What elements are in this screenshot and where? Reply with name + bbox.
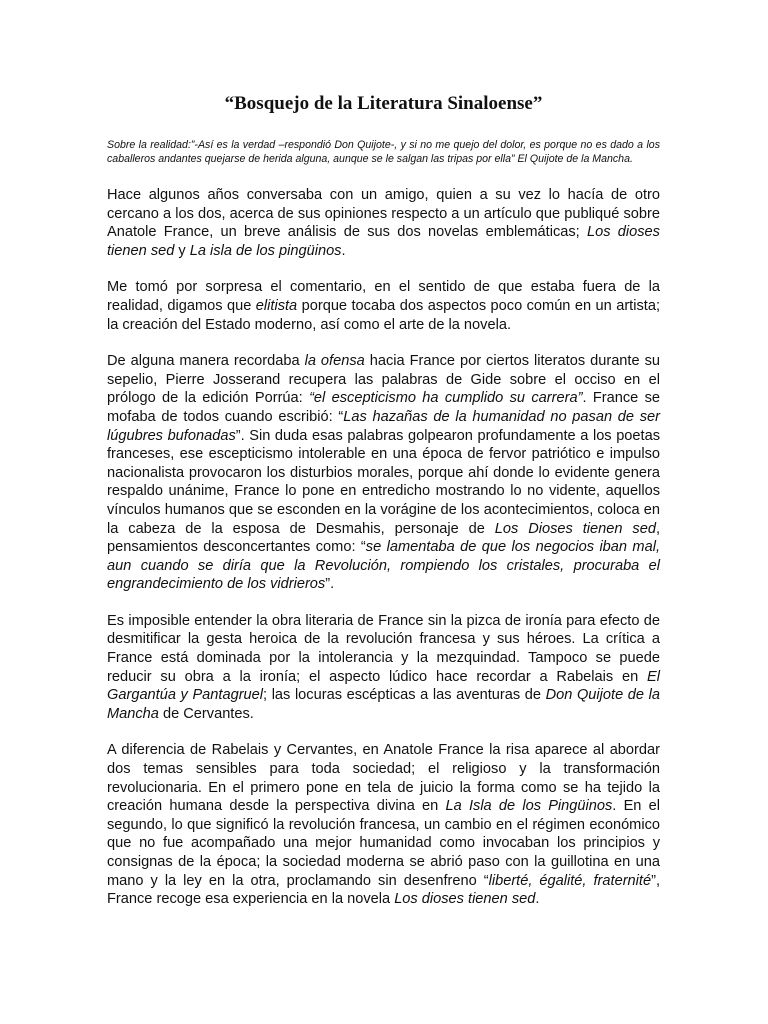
italic-text-run: liberté, égalité, fraternité bbox=[488, 872, 652, 889]
paragraph-4 bbox=[107, 612, 660, 724]
italic-text-run: “el escepticismo ha cumplido su carrera” bbox=[309, 390, 583, 407]
text-run: Es imposible entender la obra literaria de France sin la pizca de ironía para efecto de desmitificar la gesta heroica de la revolución francesa y sus héroes. La crítica a France está dominada por la intolerancia y la mezquindad. Tampoco se puede reducir su obra a la ironía; el aspecto lúdico hace recordar a Rabelais en bbox=[107, 612, 660, 685]
text-run: ”, France recoge esa experiencia en la novela bbox=[107, 872, 660, 908]
paragraph-3 bbox=[107, 352, 660, 594]
paragraph-1 bbox=[107, 186, 660, 260]
document-title: “Bosquejo de la Literatura Sinaloense” bbox=[224, 93, 543, 114]
text-run: Hace algunos años conversaba con un amigo, quien a su vez lo hacía de otro cercano a los dos, acerca de sus opiniones respecto a un artículo que publiqué sobre Anatole France, un breve análisis de sus dos novelas emblemáticas; bbox=[107, 187, 660, 241]
text-run: . bbox=[535, 891, 540, 908]
italic-text-run: Los dioses tienen sed bbox=[394, 891, 536, 908]
text-run: ”. bbox=[325, 576, 335, 593]
text-run: hacia France por ciertos literatos durante su sepelio, Pierre Josserand recupera las palabras de Gide sobre el occiso en el prólogo de la edición Porrúa: bbox=[107, 353, 660, 407]
italic-text-run: El Gargantúa y Pantagruel bbox=[107, 668, 660, 704]
epigraph-quote: Sobre la realidad:”-Así es la verdad –respondió Don Quijote-, y si no me quejo del dolor, es porque no es dado a los caballeros andantes quejarse de herida alguna, aunque se le salgan las tripas por ella” El Quijote de la Mancha. bbox=[107, 139, 660, 165]
text-run: ; las locuras escépticas a las aventuras de bbox=[263, 687, 546, 704]
italic-text-run: Las hazañas de la humanidad no pasan de ser lúgubres bufonadas bbox=[107, 408, 660, 444]
text-run: Me tomó por sorpresa el comentario, en el sentido de que estaba fuera de la realidad, digamos que bbox=[107, 279, 660, 314]
text-run: De alguna manera recordaba bbox=[107, 353, 305, 370]
body-text bbox=[107, 186, 660, 909]
text-run: y bbox=[174, 242, 190, 259]
paragraph-5 bbox=[107, 741, 660, 908]
text-run: , pensamientos desconcertantes como: “ bbox=[107, 520, 661, 556]
text-run: . bbox=[341, 242, 346, 259]
paragraph-2 bbox=[107, 278, 660, 334]
italic-text-run: elitista bbox=[255, 297, 298, 314]
text-run: . En el segundo, lo que significó la revolución francesa, un cambio en el régimen económico que no fue acompañado una mejor humanidad como invocaban los principios y consignas de la época; la sociedad moderna se abrió paso con la guillotina en una mano y la ley en la otra, proclamando sin desenfreno “ bbox=[107, 798, 660, 889]
text-run: porque tocaba dos aspectos poco común en un artista; la creación del Estado moderno, así como el arte de la novela. bbox=[107, 297, 660, 333]
italic-text-run: La isla de los pingüinos bbox=[189, 242, 342, 259]
text-run: de Cervantes. bbox=[158, 705, 254, 722]
italic-text-run: La Isla de los Pingüinos bbox=[445, 798, 613, 815]
italic-text-run: Los Dioses tienen sed bbox=[494, 520, 656, 537]
text-run: ”. Sin duda esas palabras golpearon profundamente a los poetas franceses, ese escepticismo intolerable en una época de fervor patriótico e impulso nacionalista provocaron los disturbios morales, porque ahí donde lo evidente genera respaldo unánime, France lo pone en entredicho mostrando lo no vidente, aquellos vínculos humanos que se esconden en la vorágine de los acontecimientos, coloca en la cabeza de la esposa de Desmahis, personaje de bbox=[107, 427, 661, 537]
text-run: A diferencia de Rabelais y Cervantes, en Anatole France la risa aparece al abordar dos temas sensibles para toda sociedad; el religioso y la transformación revolucionaria. En el primero pone en tela de juicio la forma como se ha tejido la creación humana desde la perspectiva divina en bbox=[107, 742, 660, 815]
italic-text-run: Don Quijote de la Mancha bbox=[107, 687, 660, 722]
italic-text-run: la ofensa bbox=[304, 353, 365, 370]
text-run: . France se mofaba de todos cuando escribió: “ bbox=[107, 390, 660, 425]
italic-text-run: se lamentaba de que los negocios iban mal, aun cuando se diría que la Revolución, rompiendo los cristales, procuraba el engrandecimiento de los vidrieros bbox=[107, 539, 661, 593]
italic-text-run: Los dioses tienen sed bbox=[107, 224, 660, 259]
document-page bbox=[107, 92, 660, 927]
